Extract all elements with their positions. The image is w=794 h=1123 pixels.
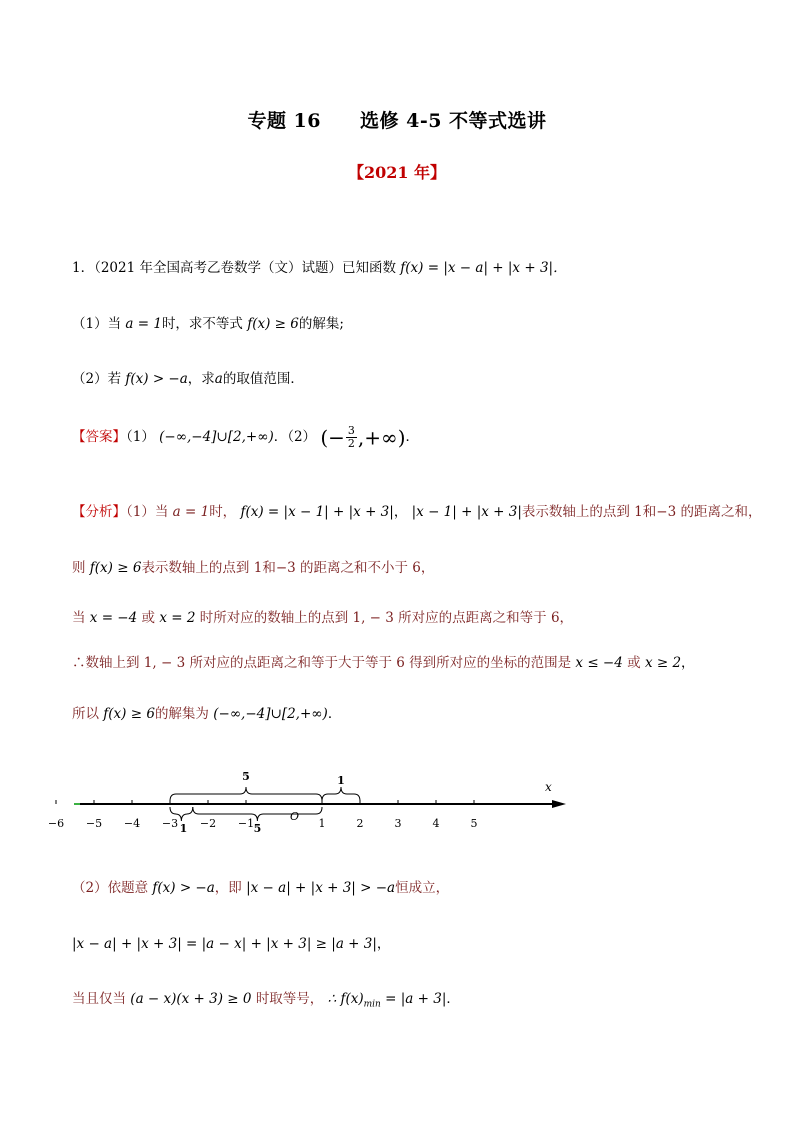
part1-suffix: 的解集; [298,316,344,332]
number-line-arrow [552,800,566,808]
brace-top-small [322,787,360,801]
tick-label: 1 [318,817,326,830]
answer-part2-label: ．（2） [273,429,317,445]
tick-label: 4 [432,817,440,830]
number-line [48,770,566,835]
part2-suffix: 的取值范围． [222,371,304,387]
tick-label: 2 [356,817,364,830]
tick-label: 5 [470,817,478,830]
tick-label: 3 [394,817,402,830]
analysis-l5-b: 的解集为 [154,706,209,722]
analysis-l5-a: 所以 [72,706,99,722]
solution-line-1 [72,876,449,896]
problem-source: （2021 年全国高考乙卷数学（文）试题） [94,260,342,276]
problem-stem [72,256,567,276]
stem-prefix: 已知函数 [342,260,396,276]
solution-l2-end: ， [376,936,391,952]
part1-mid: 时，求不等式 [161,316,243,332]
year-heading: 【2021 年】 [347,163,447,182]
tick-label: −5 [85,817,103,830]
solution-l1-ineq: f(x) > −a [152,880,215,896]
problem-part1 [72,312,344,332]
tick-label: −6 [47,817,65,830]
answer-line [72,425,419,450]
answer-part2-close: ,+∞) [357,425,406,450]
analysis-line-5 [72,702,341,722]
analysis-l1-cond: a = 1 [172,504,210,520]
part2-variable: a [214,371,223,387]
solution-l3-d: = |a + 3| [380,991,447,1007]
part2-mid: ，求 [187,371,215,387]
brace-top-big-label: 5 [242,770,250,783]
part2-prefix: （2）若 [72,371,122,387]
analysis-l2-ineq: f(x) ≥ 6 [89,560,142,576]
solution-l3-c: ∴ f(x) [327,991,364,1007]
problem-number: 1． [72,260,95,276]
answer-part2-open: (− [320,425,345,450]
solution-l2-formula: |x − a| + |x + 3| = |a − x| + |x + 3| ≥ |a + 3| [72,936,377,952]
analysis-l3-a: 当 [72,610,86,626]
answer-part1-label: （1） [126,429,155,445]
answer-end: ． [405,429,419,445]
analysis-l3-x1: x = −4 [89,610,138,626]
brace-top-big [170,787,322,801]
analysis-l3-c: 时所对应的数轴上的点到 1, − 3 所对应的点距离之和等于 6， [199,610,574,626]
analysis-l1-c: ， [393,504,408,520]
tick-label: −3 [161,817,179,830]
brace-bottom-mid-label: 5 [253,822,262,835]
solution-l1-b: ，即 [214,880,242,896]
answer-part1-value: (−∞,−4]∪[2,+∞) [159,429,274,445]
analysis-l1-formula: f(x) = |x − 1| + |x + 3| [240,504,394,520]
problem-part2 [72,367,304,387]
analysis-l4-c: ， [681,655,695,671]
analysis-l4-x2: x ≥ 2 [644,655,682,671]
solution-l1-formula: |x − a| + |x + 3| > −a [246,880,396,896]
analysis-label: 【分析】 [72,504,126,520]
analysis-line-1 [72,500,761,520]
axis-label: x [545,780,552,794]
analysis-l1-a: （1）当 [126,504,169,520]
analysis-line-4 [72,651,695,671]
analysis-l1-formula2: |x − 1| + |x + 3| [411,504,522,520]
solution-l3-sub: min [363,999,381,1010]
analysis-l2-b: 表示数轴上的点到 1和−3 的距离之和不小于 6， [141,560,435,576]
analysis-l1-b: 时， [209,504,237,520]
brace-top-small-label: 1 [337,774,345,787]
solution-l3-b: 时取等号， [255,991,324,1007]
analysis-l4-b: 或 [627,655,641,671]
analysis-l4-x1: x ≤ −4 [575,655,623,671]
brace-bottom-left-label: 1 [179,822,188,835]
analysis-l4-a: ∴数轴上到 1, − 3 所对应的点距离之和等于大于等于 6 得到所对应的坐标的范围是 [72,655,572,671]
number-line-figure [0,760,794,840]
analysis-line-2 [72,556,434,576]
part1-inequality: f(x) ≥ 6 [247,316,299,332]
solution-l3-e: ． [446,991,460,1007]
solution-l1-a: （2）依题意 [72,880,149,896]
stem-formula: f(x) = |x − a| + |x + 3|． [400,260,567,276]
analysis-line-3 [72,606,573,626]
answer-label: 【答案】 [72,429,126,445]
fraction-denominator: 2 [347,437,355,450]
analysis-l5-ineq: f(x) ≥ 6 [103,706,155,722]
analysis-l1-d: 表示数轴上的点到 1和−3 的距离之和， [521,504,762,520]
part1-condition: a = 1 [125,316,162,332]
answer-fraction [346,425,357,450]
analysis-l3-b: 或 [141,610,156,626]
solution-l3-cond: (a − x)(x + 3) ≥ 0 [130,991,252,1007]
analysis-l3-x2: x = 2 [159,610,196,626]
analysis-l5-set: (−∞,−4]∪[2,+∞) [213,706,328,722]
origin-label: O [290,810,300,823]
part2-inequality: f(x) > −a [125,371,188,387]
solution-l3-a: 当且仅当 [72,991,126,1007]
solution-line-3 [72,987,460,1010]
solution-line-2 [72,932,390,952]
tick-label: −1 [237,817,255,830]
fraction-numerator: 3 [347,424,355,437]
part1-prefix: （1）当 [72,316,122,332]
page-title: 专题 16 选修 4-5 不等式选讲 [247,110,547,132]
analysis-l2-a: 则 [72,560,86,576]
tick-label: −2 [199,817,217,830]
tick-label: −4 [123,817,141,830]
analysis-l5-c: ． [327,706,342,722]
solution-l1-c: 恒成立， [395,880,450,896]
